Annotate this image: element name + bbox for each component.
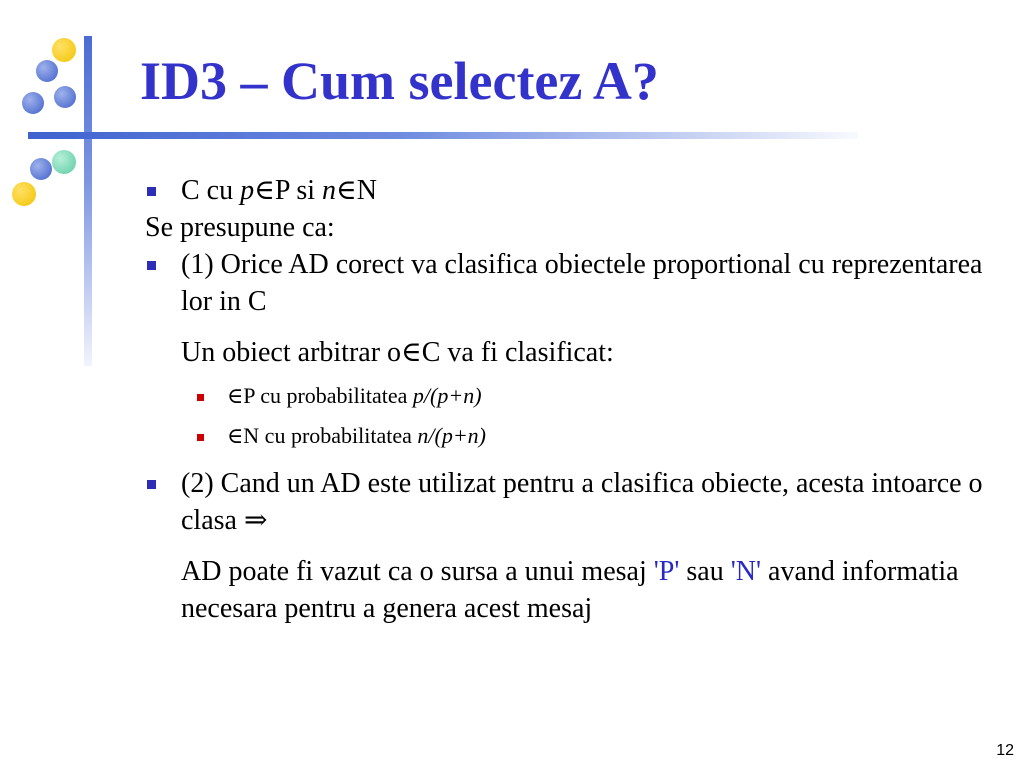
- assumption-2-detail: AD poate fi vazut ca o sursa a unui mesaj 'P' sau 'N' avand informatia necesara pentru a genera acest mesaj: [181, 556, 959, 624]
- horizontal-accent-bar: [28, 132, 858, 139]
- assumption-heading: Se presupune ca:: [145, 212, 335, 243]
- blue-dot: [36, 60, 58, 82]
- slide-body: [145, 172, 1005, 627]
- yellow-dot-bottom: [12, 182, 36, 206]
- yellow-dot-top: [52, 38, 76, 62]
- sub-bullet-prob-n: ∈N cu probabilitatea n/(p+n): [145, 421, 1005, 451]
- blue-dot: [22, 92, 44, 114]
- teal-dot: [52, 150, 76, 174]
- bullet-assumption-1: (1) Orice AD corect va clasifica obiectele proportional cu reprezentarea lor in C: [145, 246, 1005, 320]
- bullet-sets: C cu p∈P si n∈N: [145, 172, 1005, 209]
- blue-dot: [30, 158, 52, 180]
- sub-bullet-prob-p: ∈P cu probabilitatea p/(p+n): [145, 381, 1005, 411]
- blue-dot: [54, 86, 76, 108]
- slide-title: ID3 – Cum selectez A?: [140, 51, 659, 111]
- vertical-accent-bar: [84, 36, 92, 366]
- assumption-1-detail: Un obiect arbitrar o∈C va fi clasificat:: [181, 337, 614, 368]
- page-number: 12: [996, 742, 1014, 759]
- bullet-assumption-2: (2) Cand un AD este utilizat pentru a clasifica obiecte, acesta intoarce o clasa ⇒: [145, 465, 1005, 539]
